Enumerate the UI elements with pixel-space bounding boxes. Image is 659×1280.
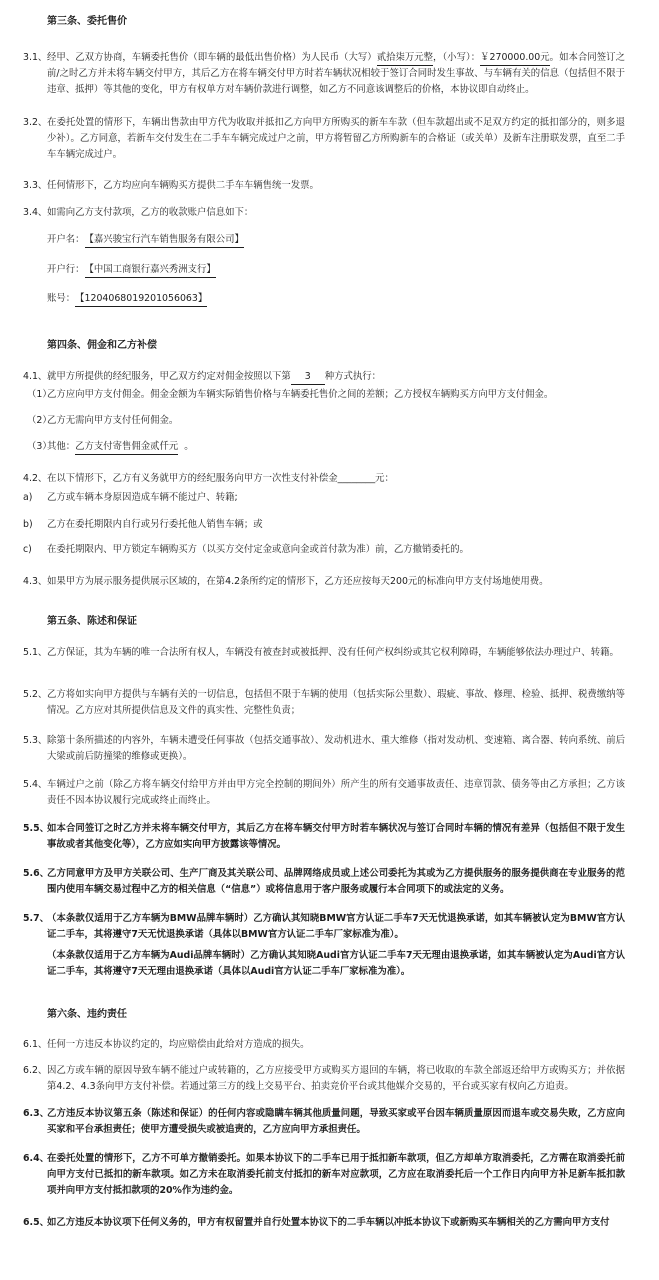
account-name-value: 【嘉兴骏宝行汽车销售服务有限公司】 [85, 233, 244, 248]
clause-3-1-text [47, 50, 625, 98]
clause-3-4-number: 3.4、 [23, 207, 48, 218]
section-5-title: 第五条、陈述和保证 [47, 616, 137, 627]
clause-3-4-text: 如需向乙方支付款项，乙方的收款账户信息如下： [47, 207, 254, 218]
account-number-row [47, 291, 207, 307]
clause-6-4-number: 6.4、 [23, 1153, 49, 1164]
clause-6-2-number: 6.2、 [23, 1065, 48, 1076]
item-a-text: 乙方或车辆本身原因造成车辆不能过户、转籍; [47, 492, 238, 503]
item-c-text: 在委托期限内、甲方锁定车辆购买方（以买方交付定金或意向金或首付款为准）前，乙方撤销委托的。 [47, 544, 469, 555]
clause-3-2-number: 3.2、 [23, 117, 48, 128]
clause-3-1-intro: 经甲、乙双方协商，车辆委托售价（即车辆的最低出售价格）为人民币（大写） [47, 52, 377, 63]
clause-4-1-text [47, 369, 381, 385]
clause-3-3-number: 3.3、 [23, 180, 48, 191]
clause-5-7-audi-text: （本条款仅适用于乙方车辆为Audi品牌车辆时）乙方确认其知晓Audi官方认证二手车7天无理由退换承诺，如其车辆被认定为Audi官方认证二手车，其将遵守7天无理由退换承诺（具体以Audi官方认证二手车厂家标准为准）。 [47, 950, 625, 977]
clause-4-3-text: 如果甲方为展示服务提供展示区域的，在第4.2条所约定的情形下，乙方还应按每天200元的标准向甲方支付场地使用费。 [47, 576, 549, 587]
section-4-title: 第四条、佣金和乙方补偿 [47, 340, 157, 351]
item-b-number: b) [23, 519, 33, 530]
section-3-title: 第三条、委托售价 [47, 16, 127, 27]
clause-5-3-text: 除第十条所描述的内容外，车辆未遭受任何事故（包括交通事故）、发动机进水、重大维修（指对发动机、变速箱、离合器、转向系统、前后大梁或前后防撞梁的维修或更换）。 [47, 735, 625, 762]
clause-4-2-text: 在以下情形下，乙方有义务就甲方的经纪服务向甲方一次性支付补偿金________元： [47, 473, 394, 484]
clause-4-3-number: 4.3、 [23, 576, 48, 587]
price-amount-upper: 贰拾柒万元整 [377, 51, 433, 66]
clause-5-7-bmw-text: （本条款仅适用于乙方车辆为BMW品牌车辆时）乙方确认其知晓BMW官方认证二手车7天无忧退换承诺，如其车辆被认定为BMW官方认证二手车，其将遵守7天无忧退换承诺（具体以BMW官方认证二手车厂家标准为准）。 [47, 913, 625, 940]
account-number-label: 账号： [47, 293, 76, 304]
clause-5-6-number: 5.6、 [23, 868, 49, 879]
account-name-label: 开户名： [47, 234, 85, 245]
option-3-end: 。 [184, 441, 194, 452]
clause-5-1-text: 乙方保证，其为车辆的唯一合法所有权人，车辆没有被查封或被抵押、没有任何产权纠纷或其它权利障碍，车辆能够依法办理过户、转籍。 [47, 647, 619, 658]
account-number-value: 【1204068019201056063】 [75, 292, 207, 307]
option-1-text: 乙方应向甲方支付佣金。佣金金额为车辆实际销售价格与车辆委托售价之间的差额；乙方授权车辆购买方向甲方支付佣金。 [47, 389, 554, 400]
clause-6-3-text: 乙方违反本协议第五条（陈述和保证）的任何内容或隐瞒车辆其他质量问题，导致买家或平台因车辆质量原因而退车或交易失败，乙方应向买家和平台承担责任；使甲方遭受损失或被追责的，乙方应向甲方承担责任。 [47, 1108, 625, 1135]
clause-6-2-text: 因乙方或车辆的原因导致车辆不能过户或转籍的，乙方应接受甲方或购买方退回的车辆，将已收取的车款全部返还给甲方或购买方；并依据第4.2、4.3条向甲方支付补偿。若通过第三方的线上交易平台、拍卖竞价平台或其他媒介交易的，平台或买家有权向乙方追责。 [47, 1065, 625, 1092]
clause-5-4-number: 5.4、 [23, 779, 48, 790]
section-6-title: 第六条、违约责任 [47, 1009, 127, 1020]
clause-5-4-text: 车辆过户之前（除乙方将车辆交付给甲方并由甲方完全控制的期间外）所产生的所有交通事故责任、违章罚款、债务等由乙方承担；乙方该责任不因本协议履行完成或终止而终止。 [47, 779, 625, 806]
clause-3-3-text: 任何情形下，乙方均应向车辆购买方提供二手车车辆售统一发票。 [47, 180, 319, 191]
price-amount-lower: ￥270000.00元 [480, 51, 549, 66]
clause-5-2-text: 乙方将如实向甲方提供与车辆有关的一切信息，包括但不限于车辆的使用（包括实际公里数）、瑕疵、事故、修理、检验、抵押、税费缴纳等情况。乙方应对其所提供信息及文件的真实性、完整性负责； [47, 689, 625, 716]
option-2-text: 乙方无需向甲方支付任何佣金。 [47, 415, 179, 426]
clause-4-1-intro: 就甲方所提供的经纪服务，甲乙双方约定对佣金按照以下第 [47, 371, 291, 382]
clause-5-5-text: 如本合同签订之时乙方并未将车辆交付甲方，其后乙方在将车辆交付甲方时若车辆状况与签订合同时车辆的情况有差异（包括但不限于发生事故或者其他变化等），乙方应如实向甲方披露该等情况。 [47, 823, 625, 850]
clause-4-2-number: 4.2、 [23, 473, 48, 484]
clause-5-7-number: 5.7、 [23, 913, 49, 924]
clause-6-1-number: 6.1、 [23, 1039, 48, 1050]
item-c-number: c) [23, 544, 32, 555]
clause-6-5-text: 如乙方违反本协议项下任何义务的，甲方有权留置并自行处置本协议下的二手车辆以冲抵本协议下或新购买车辆相关的乙方需向甲方支付 [47, 1217, 610, 1228]
clause-3-1-rest: 。如本合同签订之前/之时乙方并未将车辆交付甲方，其后乙方在将车辆交付甲方时若车辆状况相较于签订合同时发生事故、与车辆有关的信息（包括但不限于违章、抵押）等其他的变化，甲方有权单方对车辆价款进行调整，如乙方不同意该调整后的价格，本协议即自动终止。 [47, 52, 625, 95]
item-a-number: a) [23, 492, 33, 503]
bank-label: 开户行： [47, 264, 85, 275]
clause-6-1-text: 任何一方违反本协议约定的，均应赔偿由此给对方造成的损失。 [47, 1039, 310, 1050]
commission-option-choice: 3 [291, 370, 325, 385]
clause-3-2-text: 在委托处置的情形下，车辆出售款由甲方代为收取并抵扣乙方向甲方所购买的新车车款（但车款超出或不足双方约定的抵扣部分的，则多退少补）。乙方同意，若新车交付发生在二手车车辆完成过户之前，甲方将暂留乙方所购新车的合格证（或关单）及新车注册联发票，直至二手车车辆完成过户。 [47, 117, 625, 160]
account-name-row [47, 232, 244, 248]
option-3-number: （3） [27, 441, 52, 452]
clause-6-4-text: 在委托处置的情形下，乙方不可单方撤销委托。如果本协议下的二手车已用于抵扣新车款项，但乙方却单方取消委托，乙方需在取消委托前向甲方支付已抵扣的新车款项。如乙方未在取消委托前支付抵扣的新车对应款项，乙方应在取消委托后一个工作日内向甲方补足新车抵扣款项并向甲方支付抵扣款项的20%作为违约金。 [47, 1153, 625, 1196]
option-2-number: （2） [27, 415, 52, 426]
clause-4-1-number: 4.1、 [23, 371, 48, 382]
item-b-text: 乙方在委托期限内自行或另行委托他人销售车辆；或 [47, 519, 263, 530]
clause-4-1-rest: 种方式执行： [324, 371, 382, 382]
clause-5-2-number: 5.2、 [23, 689, 48, 700]
clause-5-6-text: 乙方同意甲方及甲方关联公司、生产厂商及其关联公司、品牌网络成员或上述公司委托为其或为乙方提供服务的服务提供商在专业服务的范围内使用车辆交易过程中乙方的相关信息（“信息”）或将信息用于客户服务或履行本合同项下的或法定的义务。 [47, 868, 625, 895]
clause-3-1-mid: ，（小写）： [432, 52, 481, 63]
option-1-number: （1） [27, 389, 52, 400]
bank-row [47, 262, 216, 278]
clause-5-1-number: 5.1、 [23, 647, 48, 658]
clause-3-1-number: 3.1、 [23, 52, 48, 63]
bank-value: 【中国工商银行嘉兴秀洲支行】 [85, 263, 216, 278]
option-3-label: 其他： [47, 441, 76, 452]
clause-5-3-number: 5.3、 [23, 735, 48, 746]
option-3-text [47, 439, 194, 455]
option-3-value: 乙方支付寄售佣金贰仟元 [75, 440, 178, 455]
clause-6-3-number: 6.3、 [23, 1108, 49, 1119]
clause-5-5-number: 5.5、 [23, 823, 49, 834]
clause-6-5-number: 6.5、 [23, 1217, 49, 1228]
